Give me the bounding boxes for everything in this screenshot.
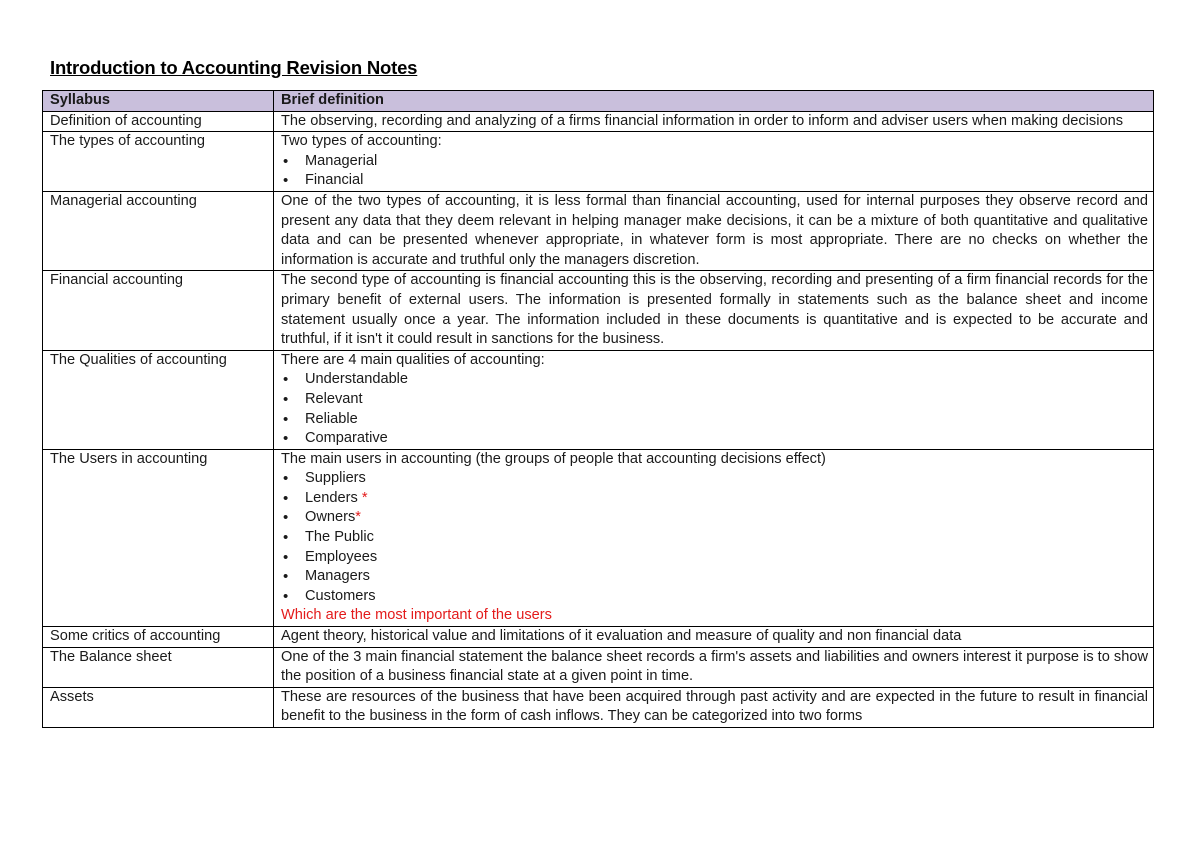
- list-item: • Managerial: [281, 152, 1148, 172]
- revision-table: [42, 90, 1154, 728]
- list-item: • Understandable: [281, 370, 1148, 390]
- highlight-note: Which are the most important of the users: [281, 607, 552, 624]
- term-cell: Managerial accounting: [43, 191, 274, 270]
- definition-cell: These are resources of the business that have been acquired through past activity and are expected in the future to result in financial benefit to the business in the form of cash inflows. They can be categorized into two forms: [274, 687, 1154, 727]
- list-item-label: Lenders: [305, 489, 358, 506]
- term-cell: The types of accounting: [43, 132, 274, 192]
- definition-cell: Agent theory, historical value and limitations of it evaluation and measure of quality and non financial data: [274, 627, 1154, 648]
- list-item: [281, 508, 1148, 528]
- definition-cell: The second type of accounting is financial accounting this is the observing, recording and presenting of a firm financial records for the primary benefit of external users. The information is presented formally in statements such as the balance sheet and income statement usually once a year. The information included in these documents is quantitative and is expected to be accurate and truthful, if it isn't it could result in sanctions for the business.: [274, 271, 1154, 350]
- page-title: Introduction to Accounting Revision Notes: [50, 57, 418, 78]
- list-item: • Comparative: [281, 429, 1148, 449]
- table-row: [43, 647, 1154, 687]
- table-row: [43, 111, 1154, 132]
- term-cell: The Users in accounting: [43, 449, 274, 626]
- list-item: • Financial: [281, 171, 1148, 191]
- table-header-row: [43, 91, 1154, 112]
- list-item: • Employees: [281, 548, 1148, 568]
- term-cell: The Balance sheet: [43, 647, 274, 687]
- table-row: [43, 350, 1154, 449]
- definition-intro: Two types of accounting:: [281, 133, 442, 150]
- term-cell: Definition of accounting: [43, 111, 274, 132]
- bullet-list: [281, 469, 1148, 606]
- list-item: • Reliable: [281, 410, 1148, 430]
- list-item: • Customers: [281, 587, 1148, 607]
- definition-cell: [274, 350, 1154, 449]
- table-row: [43, 191, 1154, 270]
- term-cell: Financial accounting: [43, 271, 274, 350]
- list-item: • The Public: [281, 528, 1148, 548]
- list-item: [281, 489, 1148, 509]
- table-row: [43, 627, 1154, 648]
- definition-intro: There are 4 main qualities of accounting:: [281, 351, 545, 368]
- definition-cell: [274, 449, 1154, 626]
- list-item: • Suppliers: [281, 469, 1148, 489]
- list-item-label: Owners: [305, 509, 356, 526]
- table-row: [43, 132, 1154, 192]
- important-marker: *: [355, 509, 361, 526]
- table-row: [43, 449, 1154, 626]
- definition-cell: One of the 3 main financial statement the balance sheet records a firm's assets and liabilities and owners interest it purpose is to show the position of a business financial state at a given point in time.: [274, 647, 1154, 687]
- definition-cell: The observing, recording and analyzing of a firms financial information in order to inform and adviser users when making decisions: [274, 111, 1154, 132]
- header-brief-definition: Brief definition: [274, 91, 1154, 112]
- term-cell: Some critics of accounting: [43, 627, 274, 648]
- bullet-list: [281, 152, 1148, 191]
- definition-intro: The main users in accounting (the groups of people that accounting decisions effect): [281, 450, 826, 467]
- definition-cell: One of the two types of accounting, it is less formal than financial accounting, used for internal purposes they observe record and present any data that they deem relevant in helping manager make decisions, it can be a mixture of both quantitative and qualitative data and can be presented whenever appropriate, in whatever form is most appropriate. There are no checks on whether the information is accurate and truthful only the managers discretion.: [274, 191, 1154, 270]
- definition-cell: [274, 132, 1154, 192]
- term-cell: Assets: [43, 687, 274, 727]
- header-syllabus: Syllabus: [43, 91, 274, 112]
- bullet-list: [281, 370, 1148, 448]
- table-row: [43, 687, 1154, 727]
- term-cell: The Qualities of accounting: [43, 350, 274, 449]
- list-item: • Managers: [281, 567, 1148, 587]
- table-row: [43, 271, 1154, 350]
- important-marker: *: [361, 489, 368, 506]
- list-item: • Relevant: [281, 390, 1148, 410]
